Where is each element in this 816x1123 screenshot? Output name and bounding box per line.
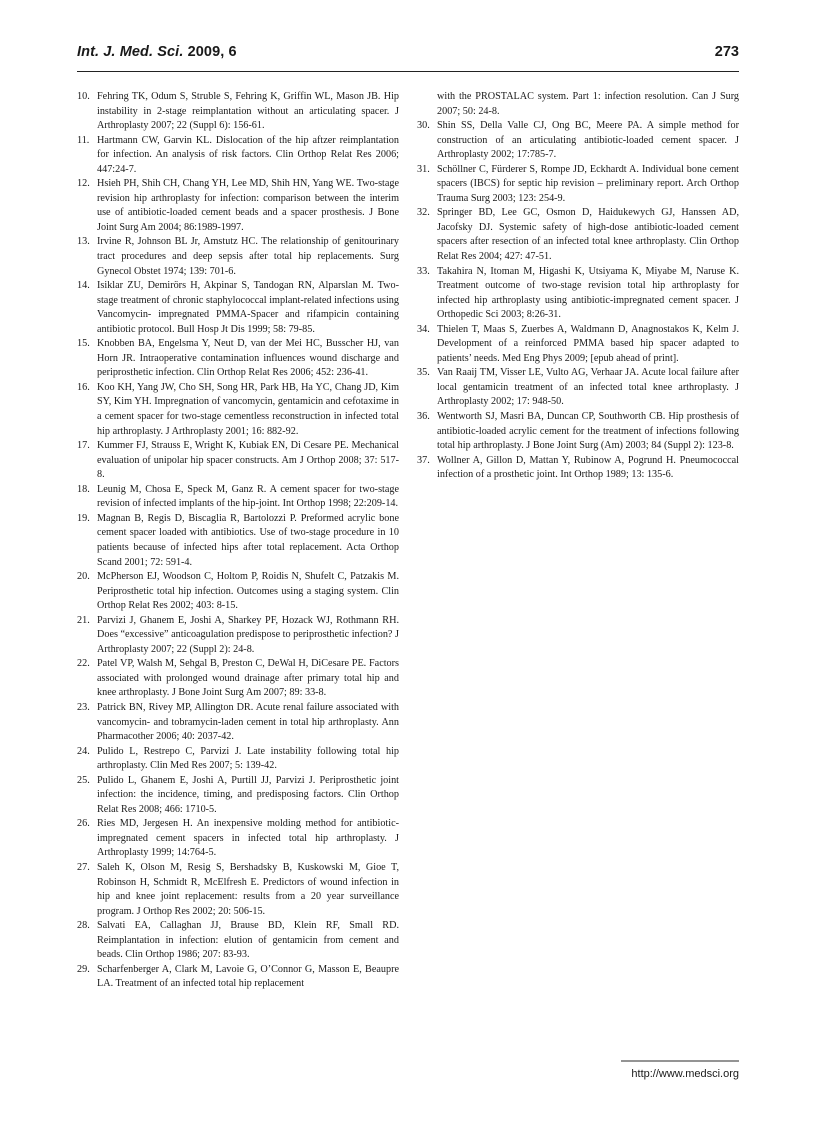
reference-item	[417, 265, 739, 323]
reference-number: 11.	[77, 134, 90, 146]
reference-item	[77, 657, 399, 701]
reference-item	[77, 439, 399, 483]
reference-item	[417, 163, 739, 207]
reference-text: Magnan B, Regis D, Biscaglia R, Bartolozzi P. Preformed acrylic bone cement spacer loaded with antibiotics. Use of two-stage procedure in 10 patients because of infected hips after total replacement. Acta Orthop Scand 2001; 72: 591-4.	[97, 512, 399, 568]
reference-item	[77, 614, 399, 658]
reference-number: 31.	[417, 163, 430, 175]
reference-text: Parvizi J, Ghanem E, Joshi A, Sharkey PF, Hozack WJ, Rothmann RH. Does “excessive” anticoagulation predispose to periprosthetic infection? J Arthroplasty 2007; 22 (Suppl 2): 24-8.	[97, 614, 399, 655]
journal-citation	[77, 44, 237, 60]
reference-item	[77, 701, 399, 745]
journal-title: Int. J. Med. Sci.	[77, 44, 184, 60]
reference-text: Salvati EA, Callaghan JJ, Brause BD, Klein RF, Small RD. Reimplantation in infection: elution of gentamicin from cement and beads. Clin Orthop 1986; 207: 83-93.	[97, 920, 399, 961]
reference-text: Springer BD, Lee GC, Osmon D, Haidukewych GJ, Hanssen AD, Jacofsky DJ. Systemic safety of high-dose antibiotic-loaded cement spacers after resection of an infected total knee arthroplasty. Clin Orthop Relat Res 2004; 427: 47-51.	[437, 207, 739, 263]
reference-item	[77, 483, 399, 512]
reference-number: 14.	[77, 280, 90, 292]
reference-item	[77, 337, 399, 381]
reference-number: 20.	[77, 571, 90, 583]
reference-text: Patel VP, Walsh M, Sehgal B, Preston C, DeWal H, DiCesare PE. Factors associated with prolonged wound drainage after primary total hip and knee arthroplasty. J Bone Joint Surg Am 2007; 89: 33-8.	[97, 658, 399, 699]
reference-continuation: with the PROSTALAC system. Part 1: infection resolution. Can J Surg 2007; 50: 24-8.	[437, 91, 739, 117]
reference-item	[77, 570, 399, 614]
reference-number: 25.	[77, 774, 90, 786]
reference-number: 28.	[77, 920, 90, 932]
reference-number: 33.	[417, 265, 430, 277]
reference-list-right	[417, 119, 739, 483]
page-number: 273	[714, 44, 739, 60]
reference-text: Kummer FJ, Strauss E, Wright K, Kubiak EN, Di Cesare PE. Mechanical evaluation of unipolar hip spacer constructs. Am J Orthop 2008; 37: 517-8.	[97, 440, 399, 481]
reference-item	[77, 963, 399, 992]
reference-item	[77, 90, 399, 134]
reference-item	[77, 774, 399, 818]
reference-item	[417, 410, 739, 454]
reference-number: 23.	[77, 701, 90, 713]
reference-number: 29.	[77, 963, 90, 975]
reference-item	[77, 861, 399, 919]
reference-number: 32.	[417, 207, 430, 219]
reference-number: 21.	[77, 614, 90, 626]
reference-item	[77, 381, 399, 439]
reference-text: Ries MD, Jergesen H. An inexpensive molding method for antibiotic- impregnated cement spacers in infected total hip arthroplasty. J Arthroplasty 1999; 14:764-5.	[97, 818, 399, 859]
reference-number: 34.	[417, 323, 430, 335]
reference-text: Schöllner C, Fürderer S, Rompe JD, Eckhardt A. Individual bone cement spacers (IBCS) for septic hip revision – preliminary report. Arch Orthop Trauma Surg 2003; 123: 254-9.	[437, 163, 739, 204]
reference-text: Patrick BN, Rivey MP, Allington DR. Acute renal failure associated with vancomycin- and tobramycin-laden cement in total hip arthroplasty. Ann Pharmacother 2006; 40: 2037-42.	[97, 701, 399, 743]
reference-text: Koo KH, Yang JW, Cho SH, Song HR, Park HB, Ha YC, Chang JD, Kim SY, Kim YH. Impregnation of vancomycin, gentamicin and cefotaxime in a cement spacer for two-stage cementless reconstruction in infected total hip arthroplasty. J Arthroplasty 2001; 16: 882-92.	[97, 381, 399, 437]
reference-number: 24.	[77, 745, 90, 757]
reference-item	[77, 919, 399, 963]
reference-number: 17.	[77, 440, 90, 452]
header-rule	[77, 71, 739, 72]
reference-item	[77, 279, 399, 337]
reference-text: Fehring TK, Odum S, Struble S, Fehring K, Griffin WL, Mason JB. Hip instability in 2-stage reimplantation without an articulating spacer. J Arthroplasty 2007; 22 (Suppl 6): 156-61.	[97, 91, 399, 132]
reference-number: 30.	[417, 120, 430, 132]
reference-text: Pulido L, Ghanem E, Joshi A, Purtill JJ, Parvizi J. Periprosthetic joint infection: the incidence, timing, and predisposing factors. Clin Orthop Relat Res 2008; 466: 1710-5.	[97, 774, 399, 815]
reference-text: McPherson EJ, Woodson C, Holtom P, Roidis N, Shufelt C, Patzakis M. Periprosthetic total hip infection. Outcomes using a staging system. Clin Orthop Relat Res 2002; 403: 8-15.	[97, 571, 399, 612]
reference-column-right	[417, 90, 739, 483]
journal-url[interactable]: http://www.medsci.org	[631, 1068, 739, 1080]
reference-number: 37.	[417, 454, 430, 466]
reference-text: Leunig M, Chosa E, Speck M, Ganz R. A cement spacer for two-stage revision of infected implants of the hip-joint. Int Orthop 1998; 22:209-14.	[97, 483, 399, 510]
reference-item	[77, 235, 399, 279]
reference-item	[417, 366, 739, 410]
reference-item	[417, 119, 739, 163]
reference-text: Saleh K, Olson M, Resig S, Bershadsky B, Kuskowski M, Gioe T, Robinson H, Schmidt R, McElfresh E. Predictors of wound infection in hip and knee joint replacement: results from a 20 year surveillance program. J Orthop Res 2002; 20: 506-15.	[97, 861, 399, 917]
reference-item	[77, 134, 399, 178]
reference-text: Irvine R, Johnson BL Jr, Amstutz HC. The relationship of genitourinary tract procedures and deep sepsis after total hip replacements. Surg Gynecol Obstet 1974; 139: 701-6.	[97, 236, 399, 277]
reference-number: 27.	[77, 861, 90, 873]
reference-text: Knobben BA, Engelsma Y, Neut D, van der Mei HC, Busscher HJ, van Horn JR. Intraoperative contamination influences wound discharge and periprosthetic infection. Clin Orthop Relat Res 2006; 452: 236-41.	[97, 338, 399, 379]
reference-item	[417, 206, 739, 264]
reference-text: Pulido L, Restrepo C, Parvizi J. Late instability following total hip arthroplasty. Clin Med Res 2007; 5: 139-42.	[97, 745, 399, 772]
reference-number: 36.	[417, 411, 430, 423]
reference-number: 18.	[77, 483, 90, 495]
reference-number: 26.	[77, 818, 90, 830]
reference-item	[77, 745, 399, 774]
reference-text: Shin SS, Della Valle CJ, Ong BC, Meere PA. A simple method for construction of an articulating antibiotic-loaded cement spacer. J Arthroplasty 2002; 17:785-7.	[437, 120, 739, 161]
reference-number: 15.	[77, 338, 90, 350]
reference-column-left	[77, 90, 399, 992]
reference-item	[77, 512, 399, 570]
reference-text: Isiklar ZU, Demirörs H, Akpinar S, Tandogan RN, Alparslan M. Two-stage treatment of chronic staphylococcal implant-related infections using Vancomycin- impregnated PMMA-Spacer and rifampicin containing antibiotic protocol. Bull Hosp Jt Dis 1999; 58: 79-85.	[97, 280, 399, 335]
reference-item	[77, 177, 399, 235]
reference-number: 22.	[77, 658, 90, 670]
page-header	[77, 44, 739, 66]
reference-number: 10.	[77, 91, 90, 102]
reference-text: Hartmann CW, Garvin KL. Dislocation of the hip aftzer reimplantation for infection. An analysis of risk factors. Clin Orthop Relat Res 2006; 447:24-7.	[97, 134, 399, 175]
reference-number: 12.	[77, 178, 90, 190]
reference-text: Wentworth SJ, Masri BA, Duncan CP, Southworth CB. Hip prosthesis of antibiotic-loaded acrylic cement for the treatment of infections following total hip arthroplasty. J Bone Joint Surg (Am) 2003; 84 (Suppl 2): 123-8.	[437, 411, 739, 452]
reference-text: Van Raaij TM, Visser LE, Vulto AG, Verhaar JA. Acute local failure after local gentamicin treatment of an infected total knee arthroplasty. J Arthroplasty 2002; 17: 948-50.	[437, 367, 739, 408]
reference-item	[77, 817, 399, 861]
reference-list-left	[77, 90, 399, 992]
footer-dotted-rule	[621, 1060, 739, 1062]
page-footer	[621, 1060, 739, 1080]
reference-number: 16.	[77, 381, 90, 393]
journal-year-volume: 2009, 6	[187, 44, 237, 60]
reference-text: Thielen T, Maas S, Zuerbes A, Waldmann D, Anagnostakos K, Kelm J. Development of a reinforced PMMA based hip spacer adapted to patients’ needs. Med Eng Phys 2009; [epub ahead of print].	[437, 323, 739, 364]
reference-number: 19.	[77, 512, 90, 524]
reference-text: Takahira N, Itoman M, Higashi K, Utsiyama K, Miyabe M, Naruse K. Treatment outcome of two-stage revision total hip arthroplasty for infected hip arthroplasty using antibiotic-impregnated cement spacer. J Orthopedic Sci 2003; 8:26-31.	[437, 265, 739, 321]
reference-item	[417, 323, 739, 367]
reference-item	[417, 454, 739, 483]
reference-number: 35.	[417, 367, 430, 379]
reference-text: Wollner A, Gillon D, Mattan Y, Rubinow A, Pogrund H. Pneumococcal infection of a prosthetic joint. Int Orthop 1989; 13: 135-6.	[437, 454, 739, 481]
reference-text: Scharfenberger A, Clark M, Lavoie G, O’Connor G, Masson E, Beaupre LA. Treatment of an infected total hip replacement	[97, 963, 399, 990]
reference-number: 13.	[77, 236, 90, 248]
reference-text: Hsieh PH, Shih CH, Chang YH, Lee MD, Shih HN, Yang WE. Two-stage revision hip arthroplasty for infection: comparison between the interim use of antibiotic-loaded cement beads and a spacer prosthesis. J Bone Joint Surg Am 2004; 86:1989-1997.	[97, 178, 399, 233]
